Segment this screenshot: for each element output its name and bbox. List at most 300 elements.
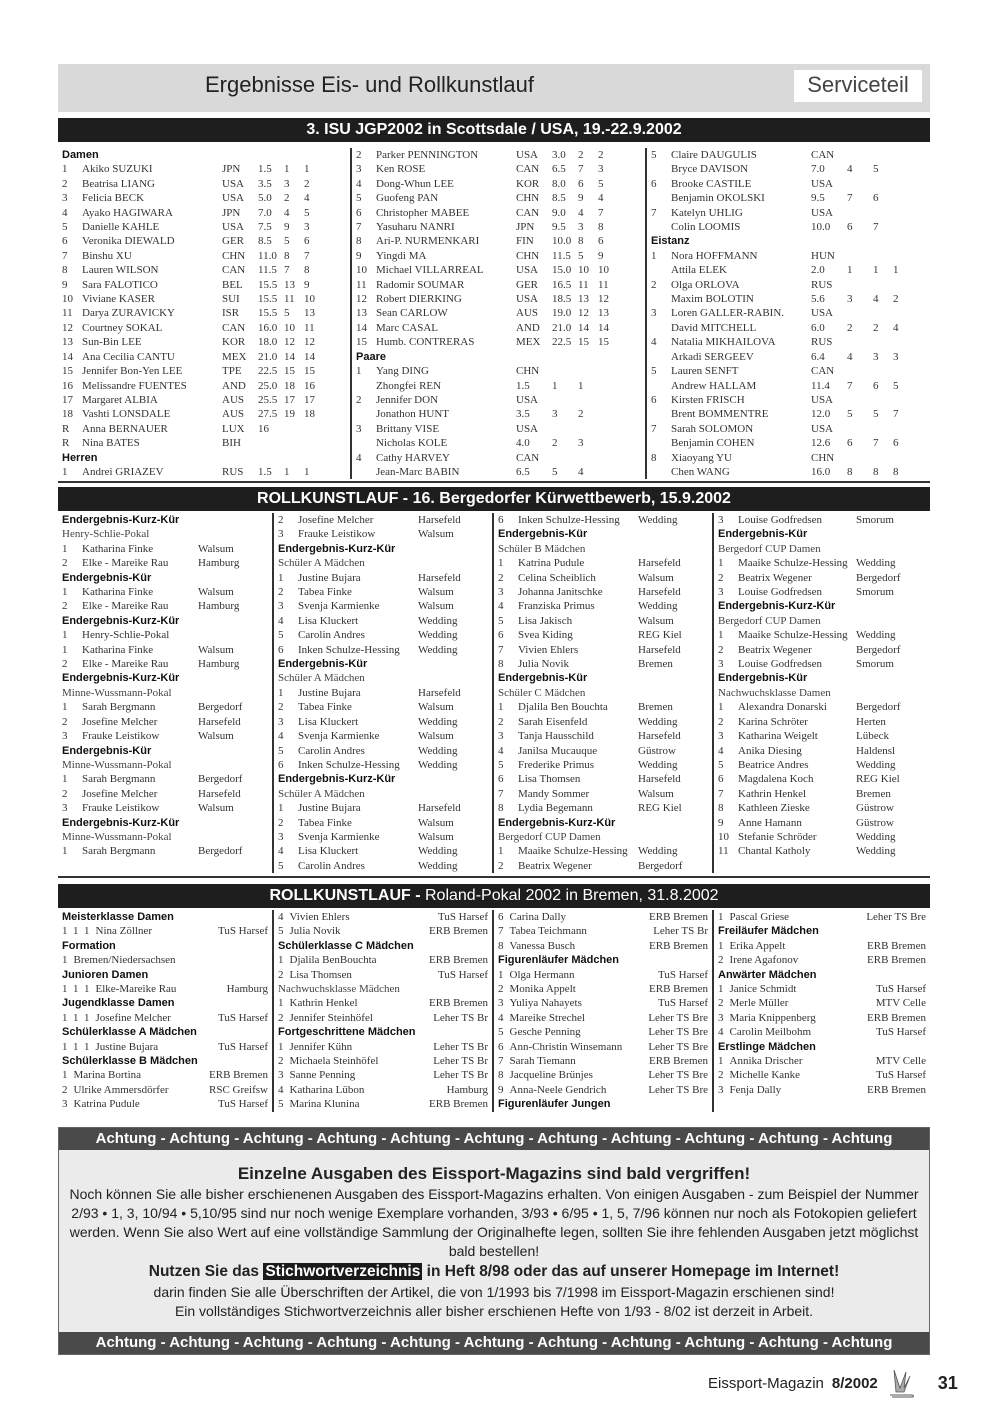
rank: 8 — [356, 235, 362, 248]
name: Frauke Leistikow — [82, 730, 160, 743]
cell-3: AUS — [222, 393, 245, 406]
cell-4: 6 — [847, 221, 853, 234]
cell-4: 25.5 — [258, 393, 278, 406]
cell-3: ERB Bremen — [649, 983, 708, 996]
cell-3: RUS — [811, 336, 833, 349]
result-row — [498, 939, 708, 953]
rank: 4 — [651, 336, 657, 349]
rank: 1 — [718, 701, 724, 714]
category-subheading: Bergedorf CUP Damen — [718, 614, 821, 627]
result-row — [62, 657, 268, 671]
name: Fenja Dally — [729, 1083, 782, 1096]
rank: 5 — [356, 192, 362, 205]
cell-6: 3 — [598, 163, 604, 176]
name: Jennifer DON — [376, 393, 439, 406]
name: Tanja Hausschild — [518, 730, 594, 743]
rank: 7 — [718, 787, 724, 800]
result-row — [718, 1054, 926, 1068]
result-row — [278, 953, 488, 967]
cell-3: Bergedorf — [856, 701, 901, 714]
cell-3: Wedding — [418, 859, 458, 872]
cell-4: 3 — [552, 408, 558, 421]
cell-5: 10 — [284, 321, 295, 334]
cell-3: Leher TS Br — [433, 1055, 488, 1068]
name: Olga Hermann — [509, 968, 575, 981]
notice-body: Noch können Sie alle bisher erschienenen Ausgaben des Eissport-Magazins erhalten. Von einigen Ausgaben - zum Beispiel der Nummer 2/93 • 1, 3, 10/94 • 5,10/95 sind nur noch wenige Exemplare vorhanden, 3/93 • 6/95 • 1, 5, 7/96 können nur noch als Fotokopien geliefert werden. Wenn Sie also Wert auf eine vollständige Sammlung der Originalhefte legen, sollten Sie ihre fehlenden Ausgaben jetzt möglichst bald bestellen! — [69, 1186, 919, 1259]
result-row — [651, 292, 926, 306]
rank: 5 — [62, 221, 68, 234]
result-row — [62, 364, 346, 378]
name: Anna-Neele Gendrich — [509, 1083, 607, 1096]
name: Beatrix Wegener — [738, 571, 812, 584]
rank: 17 — [62, 393, 73, 406]
cell-5: 15 — [578, 336, 589, 349]
result-row — [62, 393, 346, 407]
cell-4: 18.5 — [552, 293, 572, 306]
result-row — [651, 148, 926, 162]
rank: 7 — [651, 206, 657, 219]
cell-3: Leher TS Br — [433, 1011, 488, 1024]
result-row — [278, 1083, 488, 1097]
rank — [651, 292, 671, 306]
result-row — [278, 715, 488, 729]
result-row — [498, 787, 708, 801]
result-row — [278, 513, 488, 527]
cell-3: Wedding — [418, 715, 458, 728]
name: Katharina Finke — [82, 586, 154, 599]
rank: 1 — [62, 629, 68, 642]
result-row — [278, 816, 488, 830]
result-row — [62, 278, 346, 292]
cell-6: 6 — [893, 437, 899, 450]
cell-5: 2 — [578, 408, 584, 421]
result-row — [498, 924, 708, 938]
cell-6: 10 — [304, 293, 315, 306]
result-row — [498, 585, 708, 599]
results-column — [712, 513, 930, 873]
cell-3: 6.0 — [811, 321, 825, 334]
result-row — [651, 321, 926, 335]
result-row — [62, 1097, 268, 1111]
cell-4: 3.0 — [552, 149, 566, 161]
cell-3: Leher TS Bre — [648, 1011, 708, 1024]
cell-4: 9.0 — [552, 206, 566, 219]
rank: R — [62, 422, 70, 435]
cell-3: 12.0 — [811, 408, 831, 421]
result-row — [62, 407, 346, 421]
cell-3: Walsum — [418, 586, 454, 599]
name: Guofeng PAN — [376, 192, 439, 205]
cell-3: Walsum — [418, 600, 454, 613]
cell-6: 12 — [304, 336, 315, 349]
name: Anika Diesing — [738, 744, 802, 757]
cell-3: Bergedorf — [638, 859, 683, 872]
cell-5: 7 — [873, 437, 879, 450]
result-row — [356, 278, 641, 292]
name: Franziska Primus — [518, 600, 595, 613]
cell-5: 19 — [284, 408, 295, 421]
cell-4: 10.0 — [552, 235, 572, 248]
rank: 3 — [651, 307, 657, 320]
cell-5: 3 — [284, 177, 290, 190]
cell-6: 11 — [304, 321, 315, 334]
rank: 3 — [718, 730, 724, 743]
cell-3: Wedding — [638, 845, 678, 858]
rank: 3 — [278, 830, 284, 843]
result-row — [498, 1025, 708, 1039]
rank: 18 — [62, 408, 73, 421]
name: Dong-Whun LEE — [376, 177, 454, 190]
rank: 4 — [356, 451, 362, 464]
result-row — [718, 715, 926, 729]
cell-5: 12 — [284, 336, 295, 349]
result-row — [718, 571, 926, 585]
cell-5: 4 — [284, 206, 290, 219]
name: Annika Drischer — [729, 1055, 803, 1068]
name: Lisa Kluckert — [298, 715, 359, 728]
name: Katrina Pudule — [518, 557, 585, 570]
name: Irene Agafonov — [729, 954, 799, 967]
name: Carolin Andres — [298, 629, 365, 642]
result-row — [62, 953, 268, 967]
rank: 3 — [718, 658, 724, 671]
cell-3: ERB Bremen — [649, 1055, 708, 1068]
rank — [651, 191, 671, 205]
rank: 4 — [498, 600, 504, 613]
cell-6: 14 — [598, 321, 609, 334]
rank: 3 — [498, 586, 504, 599]
cell-6: 1 — [304, 465, 310, 478]
cell-3: Walsum — [638, 614, 674, 627]
cell-3: Walsum — [418, 528, 454, 541]
cell-6: 1 — [893, 264, 899, 277]
cell-6: 1 — [304, 163, 310, 176]
cell-6: 5 — [598, 177, 604, 190]
rank — [356, 465, 376, 479]
category-heading: Endergebnis-Kür — [62, 571, 152, 584]
result-row — [62, 465, 346, 479]
rank: 10 — [62, 293, 73, 306]
result-row — [718, 1068, 926, 1082]
result-row — [498, 715, 708, 729]
name: Sanne Penning — [289, 1069, 356, 1082]
rank: 2 — [278, 586, 284, 599]
result-row — [498, 556, 708, 570]
cell-3: RUS — [811, 278, 833, 291]
rank: 8 — [498, 939, 504, 952]
cell-3: CAN — [516, 163, 540, 176]
cell-4: 1 — [552, 379, 558, 392]
name: Yuliya Nahayets — [509, 997, 582, 1010]
name: Bremen/Niedersachsen — [73, 954, 176, 967]
rank: 4 — [356, 177, 362, 190]
category-subheading: Henry-Schlie-Pokal — [62, 528, 150, 541]
cell-6: 4 — [893, 321, 899, 334]
cell-3: Wedding — [418, 643, 458, 656]
rank: 5 — [651, 365, 657, 378]
cell-3: MEX — [516, 336, 541, 349]
name: Yang DING — [376, 365, 429, 378]
rank: 3 — [498, 730, 504, 743]
name: Alexandra Donarski — [738, 701, 827, 714]
result-row — [62, 982, 268, 996]
rank: 6 — [651, 393, 657, 406]
cell-3: ERB Bremen — [867, 954, 926, 967]
name: Elke - Mareike Rau — [82, 600, 169, 613]
cell-3: GER — [222, 235, 244, 248]
cell-3: Leher TS Br — [433, 1069, 488, 1082]
notice-headline: Einzelne Ausgaben des Eissport-Magazins sind bald vergriffen! — [237, 1164, 751, 1183]
cell-6: 8 — [304, 264, 310, 277]
category-heading: Formation — [62, 939, 116, 952]
cell-4: 18.0 — [258, 336, 278, 349]
result-row — [498, 758, 708, 772]
rank: 8 — [651, 451, 657, 464]
cell-3: ERB Bremen — [649, 911, 708, 923]
result-row — [498, 700, 708, 714]
result-row — [62, 379, 346, 393]
category-subheading: Schüler C Mädchen — [498, 686, 586, 699]
result-row — [498, 996, 708, 1010]
cell-5: 7 — [284, 264, 290, 277]
cell-3: 6.5 — [516, 465, 530, 478]
result-row — [62, 191, 346, 205]
cell-3: CAN — [222, 264, 246, 277]
result-row — [62, 715, 268, 729]
cell-4: 22.5 — [258, 365, 278, 378]
cell-6: 5 — [304, 206, 310, 219]
cell-6: 3 — [304, 221, 310, 234]
rank: 3 — [278, 528, 284, 541]
cell-3: Walsum — [198, 542, 234, 555]
page-footer — [708, 1366, 958, 1400]
results-bergedorf — [58, 513, 930, 873]
name: Binshu XU — [82, 249, 132, 262]
name: Vivien Ehlers — [518, 643, 579, 656]
category-subheading: Minne-Wussmann-Pokal — [62, 758, 172, 771]
cta-post: in Heft 8/98 oder das auf unserer Homepage im Internet! — [422, 1263, 840, 1280]
cell-5: 5 — [873, 408, 879, 421]
rank: 3 — [356, 422, 362, 435]
cell-4: 7 — [847, 379, 853, 392]
cell-3: ERB Bremen — [429, 1098, 488, 1111]
cell-3: Herten — [856, 715, 886, 728]
cell-3: Wedding — [638, 758, 678, 771]
cell-4: 16 — [258, 422, 269, 435]
cell-4: 4 — [847, 163, 853, 176]
name: Lisa Thomsen — [289, 968, 352, 981]
cell-6: 5 — [893, 379, 899, 392]
name: Josefine Melcher — [298, 514, 374, 526]
rank: 8 — [498, 1069, 504, 1082]
result-row — [356, 335, 641, 349]
cell-3: Walsum — [198, 802, 234, 815]
rank — [356, 379, 376, 393]
rank: 2 — [278, 968, 284, 981]
rank: 1 — [498, 701, 504, 714]
rank: 5 — [651, 149, 657, 161]
name: Elke-Mareike Rau — [95, 983, 177, 996]
cell-3: Wedding — [418, 845, 458, 858]
name: Katelyn UHLIG — [671, 206, 743, 219]
name: Beatrix Wegener — [518, 859, 592, 872]
name: Kathrin Henkel — [738, 787, 807, 800]
cell-3: USA — [222, 221, 245, 234]
cell-5: 1 — [284, 465, 290, 478]
cell-3: Walsum — [198, 643, 234, 656]
cell-3: Leher TS Bre — [648, 1026, 708, 1039]
name: Ana Cecilia CANTU — [82, 350, 175, 363]
cell-5: 14 — [578, 321, 589, 334]
name: Kathleen Zieske — [738, 802, 810, 815]
cell-3: Wedding — [856, 845, 896, 858]
cell-3: 10.0 — [811, 221, 831, 234]
rank: 6 — [356, 206, 362, 219]
name: Sarah Tiemann — [509, 1055, 576, 1068]
cell-5: 2 — [284, 192, 290, 205]
name: Magdalena Koch — [738, 773, 814, 786]
rank: 1 — [718, 939, 724, 952]
results-column — [272, 513, 492, 873]
result-row — [651, 162, 926, 176]
result-row — [278, 830, 488, 844]
name: Julia Novik — [289, 925, 341, 938]
cell-3: Wedding — [856, 629, 896, 642]
name: Sarah Bergmann — [82, 845, 156, 858]
category-heading: Freiläufer Mädchen — [718, 925, 819, 938]
result-row — [718, 910, 926, 924]
rank: 3 — [498, 997, 504, 1010]
notice-band-top: Achtung - Achtung - Achtung - Achtung - Achtung - Achtung - Achtung - Achtung - Achtung - Achtung - Achtung — [59, 1128, 929, 1150]
rank: 1 1 1 — [62, 1011, 90, 1024]
cell-4: 5 — [847, 408, 853, 421]
rank: 2 — [498, 715, 504, 728]
cell-3: Bergedorf — [856, 571, 901, 584]
rank: 3 — [62, 192, 68, 205]
rank: 1 — [718, 557, 724, 570]
rank: 3 — [62, 1098, 68, 1111]
result-row — [718, 816, 926, 830]
name: Svenja Karmienke — [298, 830, 380, 843]
cell-3: USA — [811, 393, 834, 406]
cell-4: 8.5 — [258, 235, 272, 248]
cell-6: 12 — [598, 293, 609, 306]
result-row — [62, 585, 268, 599]
result-row — [718, 729, 926, 743]
rank: 4 — [278, 730, 284, 743]
result-row — [651, 393, 926, 407]
result-row — [498, 910, 708, 924]
result-row — [651, 407, 926, 421]
cell-5: 11 — [284, 293, 295, 306]
cell-4: 8.5 — [552, 192, 566, 205]
rank: 7 — [651, 422, 657, 435]
notice-line-2: Ein vollständiges Stichwortverzeichnis aller bisher erschienen Hefte von 1/93 - 8/02 ist derzeit in Arbeit. — [174, 1303, 814, 1319]
result-row — [356, 177, 641, 191]
result-row — [718, 801, 926, 815]
cell-5: 4 — [873, 293, 879, 306]
result-row — [62, 599, 268, 613]
cell-4: 1.5 — [258, 163, 272, 176]
cell-3: Leher TS Bre — [866, 911, 926, 923]
result-row — [62, 700, 268, 714]
cell-3: ERB Bremen — [209, 1069, 268, 1082]
name: Maria Knippenberg — [729, 1011, 816, 1024]
name: Ayako HAGIWARA — [82, 206, 173, 219]
rank — [651, 465, 671, 479]
cell-4: 15.5 — [258, 293, 278, 306]
cell-3: Hamburg — [198, 600, 240, 613]
rank: 6 — [651, 177, 657, 190]
result-row — [278, 1097, 488, 1111]
cell-6: 18 — [304, 408, 315, 421]
result-row — [278, 599, 488, 613]
cell-3: USA — [516, 393, 539, 406]
rank: 3 — [278, 1069, 284, 1082]
result-row — [62, 350, 346, 364]
name: Carolin Meilbohm — [729, 1026, 812, 1039]
rank: 8 — [498, 802, 504, 815]
rank: 1 — [718, 629, 724, 642]
result-row — [356, 292, 641, 306]
notice-line-1: darin finden Sie alle Überschriften der Artikel, die von 1/1993 bis 7/1998 im Eissport-Magazin erschienen sind! — [153, 1284, 835, 1300]
name: Svenja Karmienke — [298, 600, 380, 613]
category-heading: Figurenläufer Mädchen — [498, 954, 620, 967]
cell-3: Wedding — [856, 830, 896, 843]
cell-3: Harsefeld — [198, 787, 241, 800]
rank: 2 — [718, 954, 724, 967]
result-row — [718, 513, 926, 527]
cell-3: Wedding — [638, 715, 678, 728]
name: Svea Kiding — [518, 629, 573, 642]
result-row — [62, 1011, 268, 1025]
result-row — [718, 1025, 926, 1039]
category-heading: Endergebnis-Kurz-Kür — [62, 672, 180, 685]
result-row — [278, 1011, 488, 1025]
cell-5: 3 — [578, 437, 584, 450]
name: Nicholas KOLE — [376, 437, 448, 450]
cell-6: 8 — [893, 465, 899, 478]
cell-3: SUI — [222, 293, 240, 306]
name: Robert DIERKING — [376, 293, 462, 306]
name: Marina Klunina — [289, 1098, 360, 1111]
cell-3: Smorum — [856, 586, 894, 599]
cell-3: Wedding — [418, 744, 458, 757]
name: Sarah SOLOMON — [671, 422, 754, 435]
name: Benjamin COHEN — [671, 437, 755, 450]
cell-3: Harsefeld — [638, 586, 681, 599]
results-roland-pokal — [58, 910, 930, 1112]
cell-3 — [198, 628, 268, 642]
cell-6: 2 — [304, 177, 310, 190]
cell-3: KOR — [222, 336, 246, 349]
cell-4: 15.5 — [258, 307, 278, 320]
cell-4: 22.5 — [552, 336, 572, 349]
cell-5: 5 — [873, 163, 879, 176]
name: Sarah Bergmann — [82, 701, 156, 714]
cell-6: 10 — [598, 264, 609, 277]
name: Yingdi MA — [376, 249, 427, 262]
result-row — [498, 982, 708, 996]
cell-3: Leher TS Br — [433, 1040, 488, 1053]
rank: 3 — [62, 730, 68, 743]
name: Tabea Finke — [298, 586, 352, 599]
rank: 6 — [498, 514, 504, 526]
result-row — [62, 263, 346, 277]
cell-5: 7 — [578, 163, 584, 176]
category-heading: Eistanz — [651, 235, 690, 248]
result-row — [278, 1068, 488, 1082]
